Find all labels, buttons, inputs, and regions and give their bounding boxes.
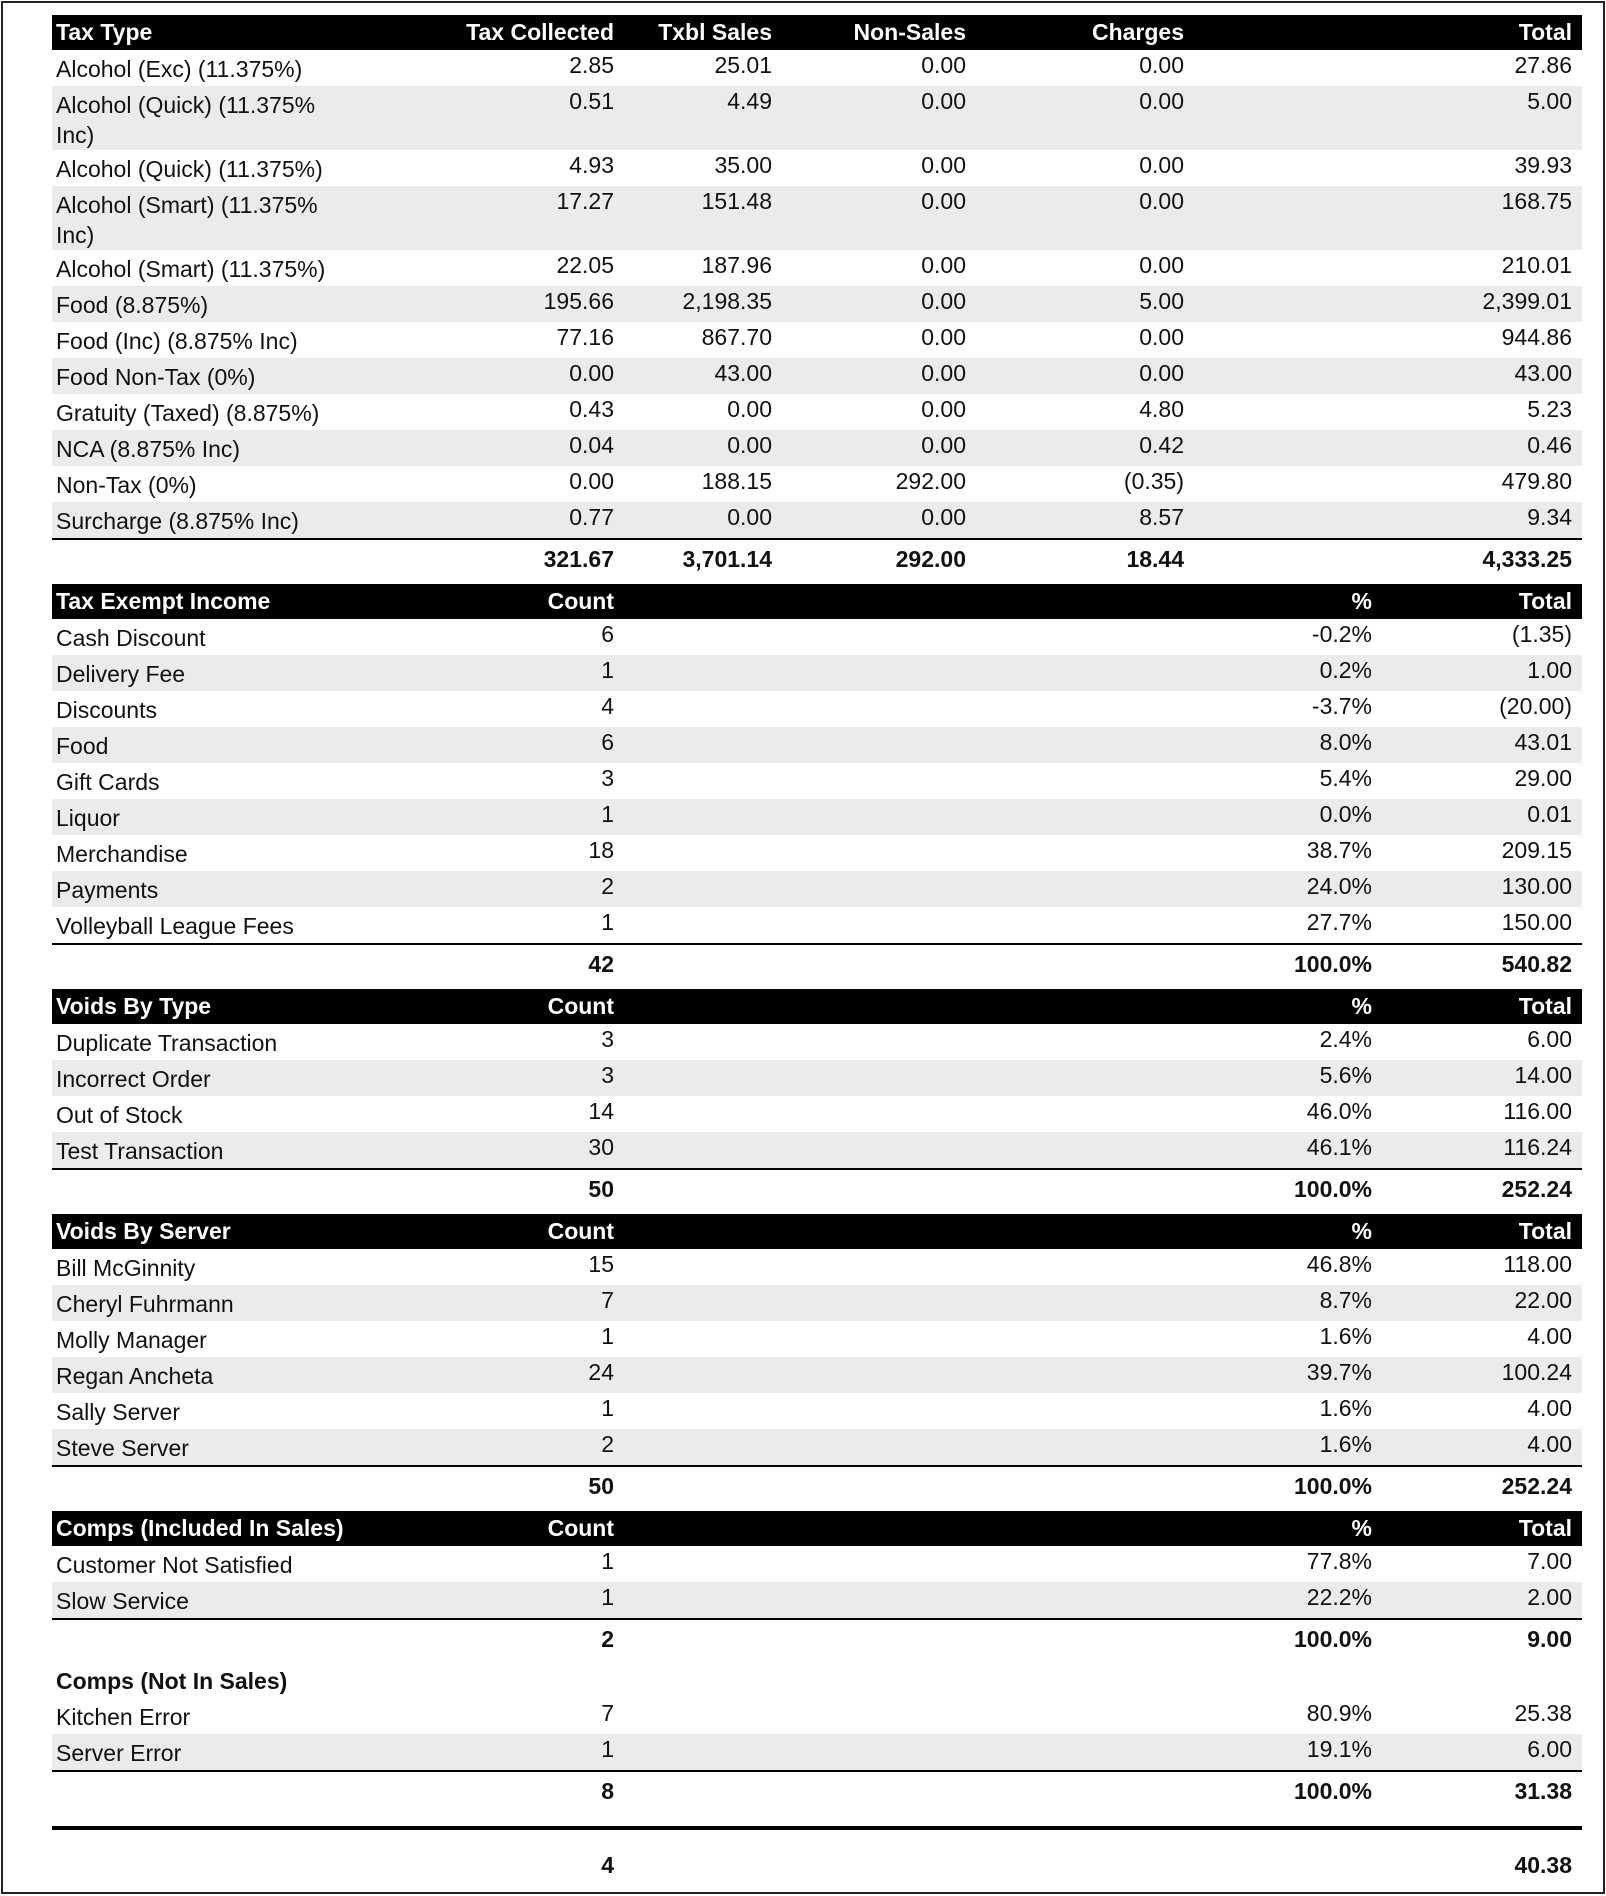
row-value: 0.04 xyxy=(569,432,614,458)
row-label: Test Transaction xyxy=(56,1138,224,1164)
row-value: (20.00) xyxy=(1499,693,1572,719)
table-row xyxy=(52,186,1582,250)
row-label: Volleyball League Fees xyxy=(56,913,294,939)
row-value: 24 xyxy=(588,1359,614,1385)
row-value: 4.00 xyxy=(1527,1323,1572,1349)
row-value: 4.49 xyxy=(727,88,772,114)
table-row xyxy=(52,1393,1582,1429)
row-value: 80.9% xyxy=(1306,1700,1372,1726)
table-row xyxy=(52,835,1582,871)
row-value: 0.00 xyxy=(921,252,966,278)
table-row xyxy=(52,763,1582,799)
row-value: 188.15 xyxy=(701,468,772,494)
row-value: 0.00 xyxy=(1139,324,1184,350)
row-value: 2,399.01 xyxy=(1482,288,1572,314)
row-label: Non-Tax (0%) xyxy=(56,472,197,498)
table-row xyxy=(52,502,1582,538)
row-value: 0.00 xyxy=(921,324,966,350)
row-value: 5.00 xyxy=(1139,288,1184,314)
row-value: 0.42 xyxy=(1139,432,1184,458)
comps-included-in-sales-section xyxy=(52,1511,1582,1654)
row-value: 6.00 xyxy=(1527,1736,1572,1762)
table-row xyxy=(52,727,1582,763)
row-value: 0.00 xyxy=(921,288,966,314)
row-value: 0.00 xyxy=(1139,152,1184,178)
row-value: 5.23 xyxy=(1527,396,1572,422)
column-header: Count xyxy=(547,1218,614,1244)
row-value: 8.7% xyxy=(1319,1287,1372,1313)
row-value: 1.00 xyxy=(1527,657,1572,683)
table-row xyxy=(52,1357,1582,1393)
column-header: Total xyxy=(1518,1218,1572,1244)
row-value: 22.00 xyxy=(1514,1287,1572,1313)
column-header: Count xyxy=(547,588,614,614)
table-row xyxy=(52,1734,1582,1770)
row-value: 14.00 xyxy=(1514,1062,1572,1088)
row-value: 0.00 xyxy=(921,152,966,178)
table-row xyxy=(52,1285,1582,1321)
row-value: 2 xyxy=(601,1431,614,1457)
table-row xyxy=(52,50,1582,86)
row-value: 0.46 xyxy=(1527,432,1572,458)
row-value: 4.80 xyxy=(1139,396,1184,422)
table-row xyxy=(52,250,1582,286)
row-value: 0.00 xyxy=(921,360,966,386)
row-value: 6.00 xyxy=(1527,1026,1572,1052)
row-value: 3 xyxy=(601,765,614,791)
column-header: Total xyxy=(1518,588,1572,614)
table-row xyxy=(52,619,1582,655)
section-header xyxy=(52,1214,1582,1249)
table-row xyxy=(52,1096,1582,1132)
total-value: 100.0% xyxy=(1293,1473,1372,1499)
comps-not-in-sales-section xyxy=(52,1654,1582,1806)
row-value: 2,198.35 xyxy=(682,288,772,314)
section-header xyxy=(52,989,1582,1024)
column-header: Count xyxy=(547,1515,614,1541)
table-row xyxy=(52,1321,1582,1357)
header-label: Tax Type xyxy=(56,19,153,45)
row-value: 6 xyxy=(601,729,614,755)
row-value: 209.15 xyxy=(1501,837,1572,863)
row-value: 1 xyxy=(601,1584,614,1610)
row-value: 1.6% xyxy=(1319,1431,1372,1457)
column-header: Charges xyxy=(1091,19,1184,45)
row-value: 2.4% xyxy=(1319,1026,1372,1052)
table-row xyxy=(52,286,1582,322)
total-value: 50 xyxy=(588,1473,614,1499)
row-value: 5.00 xyxy=(1527,88,1572,114)
column-header: Total xyxy=(1518,1515,1572,1541)
total-value: 100.0% xyxy=(1293,1626,1372,1652)
row-label: Steve Server xyxy=(56,1435,189,1461)
row-value: 1 xyxy=(601,1548,614,1574)
row-value: 35.00 xyxy=(714,152,772,178)
row-value: 1 xyxy=(601,657,614,683)
table-row xyxy=(52,86,1582,150)
row-value: 130.00 xyxy=(1501,873,1572,899)
row-label: Payments xyxy=(56,877,159,903)
row-label: Cash Discount xyxy=(56,625,206,651)
row-value: 46.0% xyxy=(1306,1098,1372,1124)
row-value: 2.85 xyxy=(569,52,614,78)
row-value: -0.2% xyxy=(1311,621,1372,647)
row-label: Alcohol (Smart) (11.375% Inc) xyxy=(56,192,318,248)
total-value: 50 xyxy=(588,1176,614,1202)
total-value: 8 xyxy=(601,1778,614,1804)
row-value: 944.86 xyxy=(1501,324,1572,350)
header-label: Comps (Included In Sales) xyxy=(56,1515,344,1541)
row-label: Molly Manager xyxy=(56,1327,207,1353)
row-value: 2.00 xyxy=(1527,1584,1572,1610)
row-value: (0.35) xyxy=(1123,468,1184,494)
column-header: Non-Sales xyxy=(853,19,966,45)
row-value: 0.00 xyxy=(1139,88,1184,114)
row-label: Liquor xyxy=(56,805,120,831)
row-value: 1 xyxy=(601,801,614,827)
table-row xyxy=(52,322,1582,358)
header-label: Voids By Server xyxy=(56,1218,231,1244)
row-label: Alcohol (Exc) (11.375%) xyxy=(56,56,303,82)
total-value: 252.24 xyxy=(1501,1176,1572,1202)
row-value: -3.7% xyxy=(1311,693,1372,719)
row-value: 292.00 xyxy=(895,468,966,494)
row-value: 30 xyxy=(588,1134,614,1160)
row-value: 0.43 xyxy=(569,396,614,422)
total-value: 42 xyxy=(588,951,614,977)
row-value: 19.1% xyxy=(1306,1736,1372,1762)
row-value: 0.00 xyxy=(569,468,614,494)
column-header: % xyxy=(1351,993,1372,1019)
row-value: 5.4% xyxy=(1319,765,1372,791)
row-value: 0.2% xyxy=(1319,657,1372,683)
row-value: 1.6% xyxy=(1319,1323,1372,1349)
row-label: Alcohol (Smart) (11.375%) xyxy=(56,256,326,282)
row-value: 4.00 xyxy=(1527,1395,1572,1421)
total-value: 4,333.25 xyxy=(1482,546,1572,572)
column-header: Total xyxy=(1518,993,1572,1019)
row-value: 195.66 xyxy=(543,288,614,314)
row-value: 187.96 xyxy=(701,252,772,278)
row-value: 0.00 xyxy=(921,504,966,530)
table-row xyxy=(52,1249,1582,1285)
row-value: 7.00 xyxy=(1527,1548,1572,1574)
row-value: 18 xyxy=(588,837,614,863)
total-value: 321.67 xyxy=(543,546,614,572)
row-value: 210.01 xyxy=(1501,252,1572,278)
row-value: 39.93 xyxy=(1514,152,1572,178)
total-value: 18.44 xyxy=(1126,546,1184,572)
total-value: 3,701.14 xyxy=(682,546,772,572)
row-value: 5.6% xyxy=(1319,1062,1372,1088)
total-value: 100.0% xyxy=(1293,1778,1372,1804)
row-value: 0.01 xyxy=(1527,801,1572,827)
report-content xyxy=(52,15,1582,1878)
row-value: 0.00 xyxy=(727,396,772,422)
row-value: 0.00 xyxy=(921,188,966,214)
row-value: 4 xyxy=(601,693,614,719)
row-value: 25.01 xyxy=(714,52,772,78)
row-value: 46.8% xyxy=(1306,1251,1372,1277)
row-value: 0.00 xyxy=(1139,360,1184,386)
row-value: 100.24 xyxy=(1501,1359,1572,1385)
row-value: 25.38 xyxy=(1514,1700,1572,1726)
header-label: Voids By Type xyxy=(56,993,212,1019)
row-label: Gratuity (Taxed) (8.875%) xyxy=(56,400,320,426)
table-row xyxy=(52,1429,1582,1465)
total-value: 292.00 xyxy=(895,546,966,572)
row-value: 43.00 xyxy=(714,360,772,386)
row-value: 1 xyxy=(601,1323,614,1349)
column-header: Total xyxy=(1518,19,1572,45)
table-row xyxy=(52,430,1582,466)
row-value: 9.34 xyxy=(1527,504,1572,530)
totals-row xyxy=(52,1465,1582,1501)
row-value: 1 xyxy=(601,1736,614,1762)
totals-row xyxy=(52,943,1582,979)
row-value: 116.24 xyxy=(1503,1134,1572,1160)
row-value: 43.01 xyxy=(1514,729,1572,755)
row-label: NCA (8.875% Inc) xyxy=(56,436,241,462)
row-value: 168.75 xyxy=(1501,188,1572,214)
row-value: 8.57 xyxy=(1139,504,1184,530)
section-header xyxy=(52,15,1582,50)
column-header: Tax Collected xyxy=(466,19,614,45)
tax-type-section xyxy=(52,15,1582,574)
table-row xyxy=(52,394,1582,430)
row-value: 867.70 xyxy=(701,324,772,350)
row-value: 0.00 xyxy=(1139,188,1184,214)
column-header: Count xyxy=(547,993,614,1019)
row-value: 1 xyxy=(601,1395,614,1421)
row-value: 0.0% xyxy=(1319,801,1372,827)
row-value: 4.93 xyxy=(569,152,614,178)
row-value: 0.00 xyxy=(921,88,966,114)
row-label: Customer Not Satisfied xyxy=(56,1552,293,1578)
totals-row xyxy=(52,1770,1582,1806)
row-value: 27.7% xyxy=(1306,909,1372,935)
row-value: (1.35) xyxy=(1511,621,1572,647)
row-label: Duplicate Transaction xyxy=(56,1030,278,1056)
row-value: 22.05 xyxy=(556,252,614,278)
row-value: 39.7% xyxy=(1306,1359,1372,1385)
row-label: Food xyxy=(56,733,109,759)
row-value: 4.00 xyxy=(1527,1431,1572,1457)
row-label: Sally Server xyxy=(56,1399,180,1425)
row-value: 479.80 xyxy=(1501,468,1572,494)
row-value: 15 xyxy=(588,1251,614,1277)
table-row xyxy=(52,871,1582,907)
table-row xyxy=(52,1546,1582,1582)
row-value: 151.48 xyxy=(701,188,772,214)
report-page xyxy=(1,1,1605,1894)
row-label: Cheryl Fuhrmann xyxy=(56,1291,234,1317)
column-header: Txbl Sales xyxy=(658,19,772,45)
subsection-title-text: Comps (Not In Sales) xyxy=(56,1668,288,1694)
total-value: 31.38 xyxy=(1514,1778,1572,1804)
row-value: 46.1% xyxy=(1306,1134,1372,1160)
voids-by-type-section xyxy=(52,989,1582,1204)
table-row xyxy=(52,655,1582,691)
tax-exempt-income-section xyxy=(52,584,1582,979)
table-row xyxy=(52,150,1582,186)
row-label: Delivery Fee xyxy=(56,661,186,687)
row-value: 17.27 xyxy=(556,188,614,214)
row-label: Food Non-Tax (0%) xyxy=(56,364,256,390)
grand-total-row xyxy=(52,1826,1582,1878)
row-label: Incorrect Order xyxy=(56,1066,211,1092)
row-value: 2 xyxy=(601,873,614,899)
grand-total-amount: 40.38 xyxy=(1514,1852,1572,1878)
row-label: Food (8.875%) xyxy=(56,292,209,318)
row-label: Gift Cards xyxy=(56,769,160,795)
column-header: % xyxy=(1351,1515,1372,1541)
row-value: 43.00 xyxy=(1514,360,1572,386)
row-value: 27.86 xyxy=(1514,52,1572,78)
table-row xyxy=(52,1024,1582,1060)
row-label: Out of Stock xyxy=(56,1102,183,1128)
row-label: Food (Inc) (8.875% Inc) xyxy=(56,328,298,354)
row-label: Surcharge (8.875% Inc) xyxy=(56,508,299,534)
totals-row xyxy=(52,538,1582,574)
voids-by-server-section xyxy=(52,1214,1582,1501)
row-value: 1 xyxy=(601,909,614,935)
column-header: % xyxy=(1351,588,1372,614)
table-row xyxy=(52,1582,1582,1618)
row-value: 0.51 xyxy=(569,88,614,114)
row-value: 77.16 xyxy=(556,324,614,350)
total-value: 9.00 xyxy=(1527,1626,1572,1652)
row-value: 1.6% xyxy=(1319,1395,1372,1421)
row-value: 29.00 xyxy=(1514,765,1572,791)
total-value: 100.0% xyxy=(1293,951,1372,977)
section-header xyxy=(52,1511,1582,1546)
row-value: 0.00 xyxy=(921,52,966,78)
table-row xyxy=(52,1132,1582,1168)
totals-row xyxy=(52,1168,1582,1204)
row-value: 7 xyxy=(601,1700,614,1726)
row-value: 0.00 xyxy=(727,432,772,458)
totals-row xyxy=(52,1618,1582,1654)
table-row xyxy=(52,691,1582,727)
row-label: Alcohol (Quick) (11.375% Inc) xyxy=(56,92,316,148)
row-label: Server Error xyxy=(56,1740,182,1766)
row-value: 38.7% xyxy=(1306,837,1372,863)
row-value: 3 xyxy=(601,1026,614,1052)
row-value: 6 xyxy=(601,621,614,647)
header-label: Tax Exempt Income xyxy=(56,588,271,614)
total-value: 540.82 xyxy=(1501,951,1572,977)
row-value: 3 xyxy=(601,1062,614,1088)
row-value: 0.00 xyxy=(921,432,966,458)
row-value: 0.00 xyxy=(569,360,614,386)
row-label: Kitchen Error xyxy=(56,1704,191,1730)
row-value: 22.2% xyxy=(1306,1584,1372,1610)
row-label: Discounts xyxy=(56,697,157,723)
row-value: 118.00 xyxy=(1503,1251,1572,1277)
row-value: 0.00 xyxy=(1139,52,1184,78)
grand-total-count: 4 xyxy=(601,1852,614,1878)
row-label: Slow Service xyxy=(56,1588,189,1614)
table-row xyxy=(52,1060,1582,1096)
row-value: 150.00 xyxy=(1501,909,1572,935)
row-value: 0.00 xyxy=(727,504,772,530)
table-row xyxy=(52,358,1582,394)
row-value: 77.8% xyxy=(1306,1548,1372,1574)
table-row xyxy=(52,907,1582,943)
row-label: Merchandise xyxy=(56,841,188,867)
row-value: 0.00 xyxy=(921,396,966,422)
row-label: Alcohol (Quick) (11.375%) xyxy=(56,156,323,182)
subsection-title xyxy=(52,1654,1582,1698)
table-row xyxy=(52,1698,1582,1734)
row-label: Bill McGinnity xyxy=(56,1255,196,1281)
row-value: 0.00 xyxy=(1139,252,1184,278)
table-row xyxy=(52,799,1582,835)
row-value: 8.0% xyxy=(1319,729,1372,755)
row-value: 24.0% xyxy=(1306,873,1372,899)
row-value: 116.00 xyxy=(1503,1098,1572,1124)
row-label: Regan Ancheta xyxy=(56,1363,214,1389)
total-value: 252.24 xyxy=(1501,1473,1572,1499)
total-value: 100.0% xyxy=(1293,1176,1372,1202)
row-value: 7 xyxy=(601,1287,614,1313)
table-row xyxy=(52,466,1582,502)
row-value: 14 xyxy=(588,1098,614,1124)
section-header xyxy=(52,584,1582,619)
column-header: % xyxy=(1351,1218,1372,1244)
total-value: 2 xyxy=(601,1626,614,1652)
row-value: 0.77 xyxy=(569,504,614,530)
